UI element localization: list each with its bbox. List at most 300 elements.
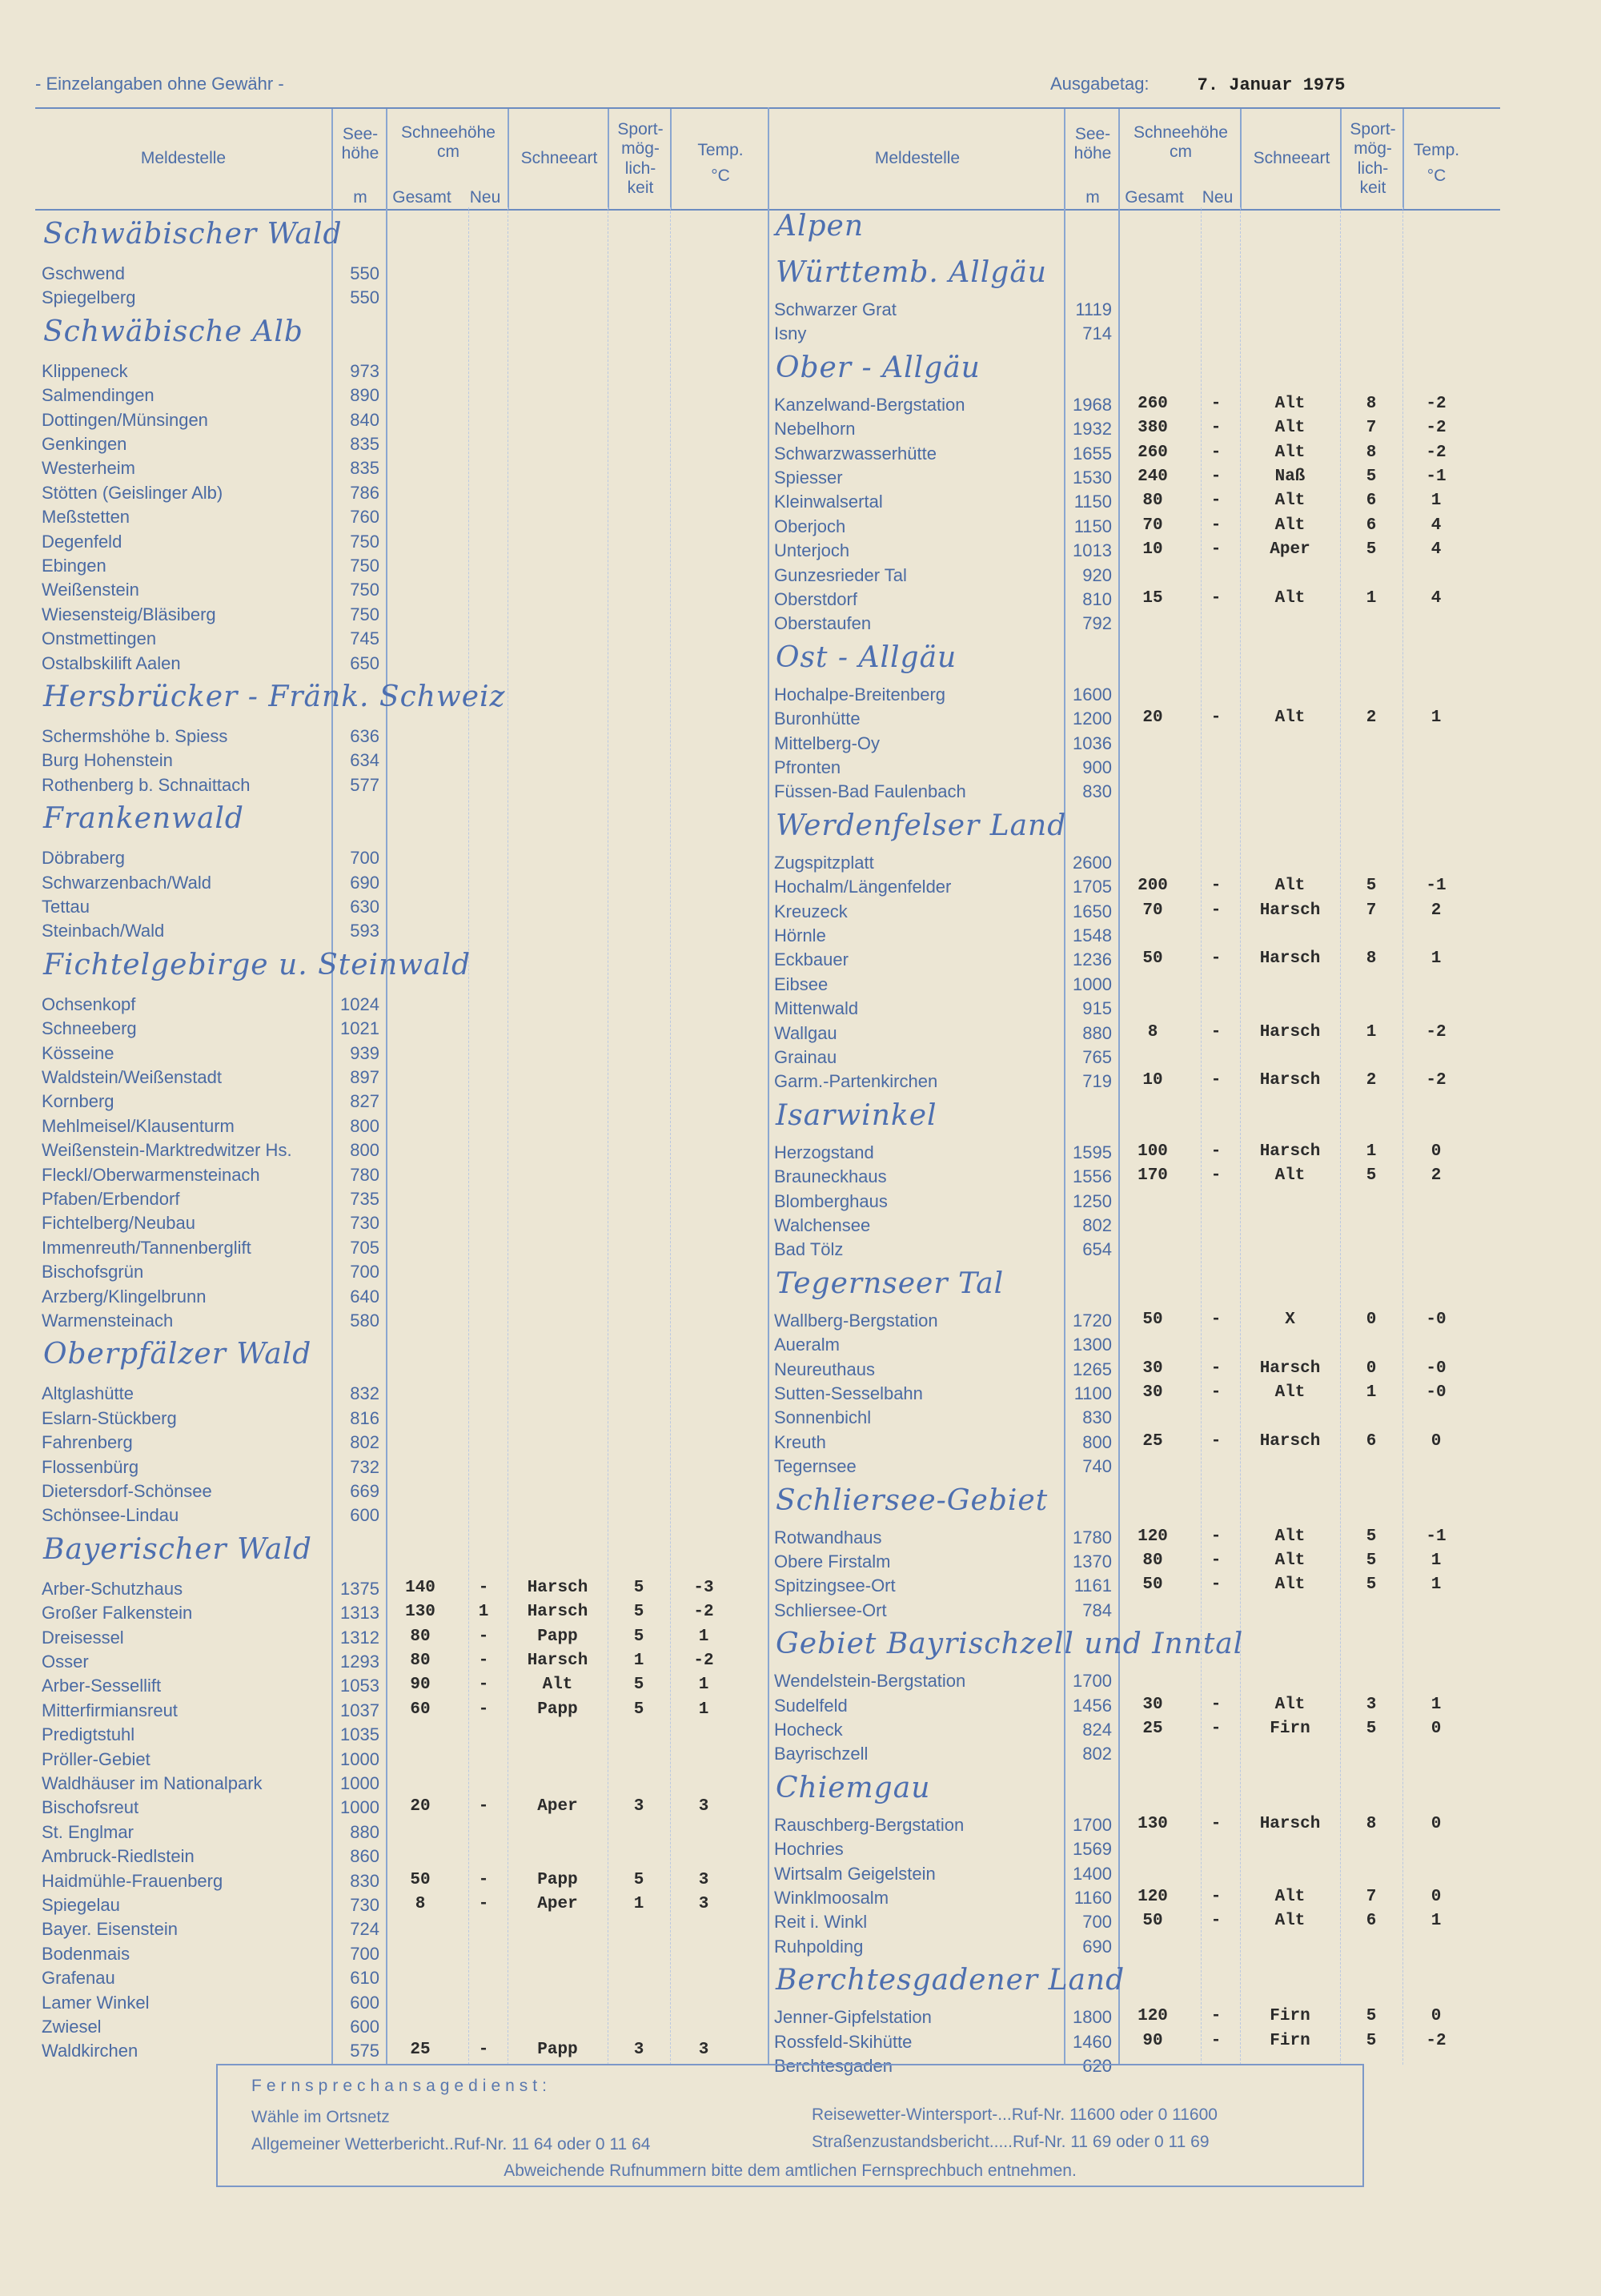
snow-type: Aper <box>1270 540 1310 560</box>
station-name: Steinbach/Wald <box>42 921 165 941</box>
snow-total: 30 <box>1142 1359 1163 1378</box>
sport-rating: 1 <box>633 1652 644 1670</box>
station-name: Ebingen <box>42 556 106 576</box>
snow-total: 50 <box>1142 1912 1163 1931</box>
station-altitude: 832 <box>350 1383 379 1404</box>
table-row <box>768 540 1500 564</box>
station-altitude: 1161 <box>1073 1575 1112 1596</box>
station-name: Schliersee-Ort <box>774 1600 887 1620</box>
snow-new: - <box>478 1700 489 1719</box>
station-altitude: 1370 <box>1073 1551 1112 1571</box>
temperature: 0 <box>1430 1888 1442 1906</box>
station-altitude: 1460 <box>1073 2031 1112 2052</box>
station-name: Eslarn-Stückberg <box>42 1407 177 1428</box>
table-row <box>768 1839 1500 1863</box>
table-row <box>35 750 768 774</box>
header-snow-depth: Schneehöhe cm Gesamt Neu <box>386 109 509 209</box>
station-name: Isny <box>774 323 807 344</box>
station-altitude: 1150 <box>1073 492 1112 512</box>
snow-total: 25 <box>1142 1720 1163 1738</box>
snow-new: - <box>478 1652 489 1670</box>
sport-rating: 5 <box>633 1700 644 1719</box>
table-row <box>768 395 1500 419</box>
snow-total: 380 <box>1138 419 1168 438</box>
station-altitude: 745 <box>350 628 379 649</box>
table-row <box>35 361 768 385</box>
snow-total: 20 <box>410 1797 431 1816</box>
region-heading: Hersbrücker - Fränk. Schweiz <box>43 680 506 713</box>
station-name: Westerheim <box>42 458 135 479</box>
snow-new: 1 <box>478 1603 489 1622</box>
region-heading: Ober - Allgäu <box>776 351 981 384</box>
snow-new: - <box>1210 468 1222 486</box>
temperature: 0 <box>1430 1720 1442 1738</box>
temperature: 1 <box>1430 1912 1442 1931</box>
temperature: -1 <box>1426 468 1447 486</box>
station-altitude: 700 <box>350 1262 379 1282</box>
snow-type: Harsch <box>527 1652 588 1670</box>
snow-new: - <box>1210 492 1222 511</box>
snow-type: Harsch <box>1259 1022 1321 1042</box>
station-name: Degenfeld <box>42 531 122 552</box>
station-name: Reit i. Winkl <box>774 1912 868 1933</box>
station-name: Fahrenberg <box>42 1432 133 1453</box>
table-row <box>768 733 1500 757</box>
snow-type: Firn <box>1270 2031 1310 2050</box>
station-altitude: 550 <box>350 287 379 308</box>
table-row <box>768 1407 1500 1431</box>
phone-road-report: Straßenzustandsbericht.....Ruf-Nr. 11 69 oder 0 11 69 <box>812 2133 1210 2151</box>
station-name: Flossenbürg <box>42 1456 139 1477</box>
table-row <box>35 1116 768 1140</box>
region-heading: Gebiet Bayrischzell und Inntal <box>776 1628 1244 1661</box>
snow-type: Harsch <box>1259 1071 1321 1090</box>
table-row <box>35 775 768 799</box>
snow-total: 50 <box>1142 1310 1163 1329</box>
table-row <box>35 1700 768 1724</box>
snow-total: 80 <box>1142 1551 1163 1570</box>
station-name: Schwarzenbach/Wald <box>42 872 211 893</box>
table-row <box>35 1944 768 1968</box>
station-name: Ochsenkopf <box>42 993 136 1014</box>
snow-total: 260 <box>1138 394 1168 413</box>
table-row <box>35 897 768 921</box>
station-altitude: 830 <box>1082 781 1112 802</box>
snow-total: 15 <box>1142 589 1163 608</box>
table-row <box>768 1456 1500 1480</box>
snow-type: Papp <box>537 2041 578 2060</box>
station-altitude: 690 <box>350 872 379 893</box>
snow-type: Firn <box>1270 2007 1310 2026</box>
station-altitude: 750 <box>350 531 379 552</box>
snow-new: - <box>1210 394 1222 413</box>
sport-rating: 0 <box>1366 1359 1377 1378</box>
header-sport: Sport-mög-lich-keit <box>608 109 672 209</box>
snow-total: 80 <box>410 1652 431 1670</box>
issue-date-line <box>1050 74 1346 95</box>
table-row <box>35 1262 768 1286</box>
snow-new: - <box>1210 1912 1222 1931</box>
snow-new: - <box>1210 1071 1222 1090</box>
temperature: 0 <box>1430 1142 1442 1161</box>
station-name: Sutten-Sesselbahn <box>774 1383 923 1403</box>
sport-rating: 5 <box>1366 1527 1377 1546</box>
station-altitude: 700 <box>1082 1912 1112 1933</box>
sport-rating: 5 <box>1366 2007 1377 2026</box>
table-row <box>35 1724 768 1748</box>
snow-type: Alt <box>1274 1166 1306 1186</box>
station-altitude: 593 <box>350 921 379 941</box>
sport-rating: 5 <box>1366 1575 1377 1595</box>
station-altitude: 1650 <box>1073 901 1112 921</box>
station-name: Weißenstein-Marktredwitzer Hs. <box>42 1140 292 1161</box>
snow-type: Harsch <box>1259 1431 1321 1451</box>
table-row <box>35 1432 768 1456</box>
station-altitude: 760 <box>350 507 379 528</box>
station-altitude: 1000 <box>340 1797 379 1818</box>
station-altitude: 784 <box>1082 1600 1112 1620</box>
sport-rating: 5 <box>1366 1551 1377 1570</box>
station-name: Mehlmeisel/Klausenturm <box>42 1115 235 1136</box>
station-altitude: 1024 <box>340 993 379 1014</box>
station-altitude: 1375 <box>340 1578 379 1599</box>
station-altitude: 1053 <box>340 1676 379 1696</box>
station-name: Zwiesel <box>42 2017 102 2037</box>
region-heading: Frankenwald <box>43 802 244 836</box>
table-row <box>35 1993 768 2017</box>
table-row <box>35 604 768 628</box>
sport-rating: 5 <box>633 1870 644 1889</box>
station-altitude: 802 <box>1082 1744 1112 1764</box>
snow-type: Harsch <box>1259 1359 1321 1378</box>
temperature: -0 <box>1426 1383 1447 1402</box>
temperature: -2 <box>1426 419 1447 438</box>
snow-new: - <box>1210 1142 1222 1161</box>
station-name: Bischofsreut <box>42 1797 139 1818</box>
table-row <box>768 949 1500 973</box>
station-altitude: 780 <box>350 1164 379 1185</box>
station-altitude: 1780 <box>1073 1527 1112 1547</box>
station-altitude: 1968 <box>1073 394 1112 415</box>
header-snow-depth-right: Schneehöhe cm Gesamt Neu <box>1118 109 1242 209</box>
table-row <box>768 1335 1500 1359</box>
station-name: Unterjoch <box>774 540 850 561</box>
station-name: Gunzesrieder Tal <box>774 564 907 585</box>
station-name: Kornberg <box>42 1091 114 1112</box>
table-row <box>768 877 1500 901</box>
station-altitude: 1800 <box>1073 2007 1112 2028</box>
table-row <box>768 1215 1500 1239</box>
region-heading: Tegernseer Tal <box>776 1266 1005 1300</box>
region-heading: Schwäbischer Wald <box>43 218 343 251</box>
station-name: Nebelhorn <box>774 419 856 440</box>
snow-type: Alt <box>1274 589 1306 608</box>
snow-total: 200 <box>1138 877 1168 896</box>
table-row <box>35 726 768 750</box>
station-altitude: 765 <box>1082 1047 1112 1067</box>
table-row <box>35 1846 768 1870</box>
snow-type: Aper <box>537 1797 578 1816</box>
sport-rating: 0 <box>1366 1310 1377 1329</box>
station-altitude: 786 <box>350 482 379 503</box>
station-altitude: 800 <box>350 1115 379 1136</box>
table-row <box>768 1311 1500 1335</box>
snow-total: 60 <box>410 1700 431 1719</box>
table-row <box>768 1937 1500 1961</box>
snow-type: Alt <box>1274 1888 1306 1906</box>
snow-type: Harsch <box>1259 901 1321 920</box>
table-row <box>768 998 1500 1022</box>
station-name: Weißenstein <box>42 580 139 600</box>
station-altitude: 897 <box>350 1067 379 1087</box>
station-altitude: 1160 <box>1073 1888 1112 1908</box>
table-row <box>768 1912 1500 1936</box>
table-row <box>768 1864 1500 1888</box>
station-name: Fleckl/Oberwarmensteinach <box>42 1164 260 1185</box>
temperature: -0 <box>1426 1359 1447 1378</box>
table-row <box>768 1888 1500 1912</box>
sport-rating: 5 <box>633 1578 644 1597</box>
header-sport-right: Sport-mög-lich-keit <box>1340 109 1404 209</box>
station-altitude: 1119 <box>1075 299 1112 319</box>
table-row <box>35 287 768 311</box>
table-row <box>768 1671 1500 1695</box>
phone-note: Abweichende Rufnummern bitte dem amtlichen Fernsprechbuch entnehmen. <box>504 2162 1077 2180</box>
snow-total: 50 <box>1142 949 1163 969</box>
table-row <box>768 1720 1500 1744</box>
snow-new: - <box>478 2041 489 2060</box>
sport-rating: 5 <box>633 1603 644 1622</box>
station-name: Bodenmais <box>42 1943 130 1964</box>
snow-total: 30 <box>1142 1695 1163 1714</box>
station-name: Spiegelberg <box>42 287 136 308</box>
snow-total: 10 <box>1142 1071 1163 1090</box>
table-row <box>768 853 1500 877</box>
station-altitude: 1569 <box>1073 1839 1112 1860</box>
station-altitude: 1100 <box>1073 1383 1112 1403</box>
station-name: Spiegelau <box>42 1895 120 1915</box>
station-altitude: 730 <box>350 1895 379 1915</box>
snow-type: Alt <box>1274 1551 1306 1570</box>
station-altitude: 735 <box>350 1189 379 1209</box>
table-row <box>35 263 768 287</box>
table-row <box>768 516 1500 540</box>
table-row <box>35 1749 768 1773</box>
station-name: Walchensee <box>774 1215 871 1235</box>
station-altitude: 1293 <box>340 1652 379 1672</box>
table-row <box>768 589 1500 613</box>
sport-rating: 8 <box>1366 1814 1377 1833</box>
table-row <box>768 1071 1500 1095</box>
snow-new: - <box>478 1797 489 1816</box>
table-row <box>768 974 1500 998</box>
table-row <box>35 1628 768 1652</box>
station-name: Schönsee-Lindau <box>42 1505 179 1526</box>
station-name: Arber-Schutzhaus <box>42 1578 183 1599</box>
station-altitude: 636 <box>350 726 379 746</box>
table-row <box>35 1238 768 1262</box>
station-name: Blomberghaus <box>774 1190 888 1211</box>
station-name: Dottingen/Münsingen <box>42 409 208 430</box>
station-name: Großer Falkenstein <box>42 1603 193 1624</box>
region-heading: Fichtelgebirge u. Steinwald <box>43 948 471 981</box>
temperature: 1 <box>1430 1551 1442 1570</box>
station-name: Dietersdorf-Schönsee <box>42 1481 212 1501</box>
snow-new: - <box>1210 1888 1222 1906</box>
sport-rating: 6 <box>1366 1431 1377 1451</box>
temperature: -1 <box>1426 1527 1447 1546</box>
station-altitude: 835 <box>350 458 379 479</box>
station-name: Gschwend <box>42 263 125 283</box>
station-altitude: 900 <box>1082 757 1112 777</box>
table-row <box>768 2007 1500 2031</box>
station-name: Berchtesgaden <box>774 2056 893 2076</box>
temperature: 0 <box>1430 1431 1442 1451</box>
station-name: Tegernsee <box>774 1456 857 1477</box>
station-altitude: 1313 <box>340 1603 379 1624</box>
snow-type: X <box>1285 1310 1295 1329</box>
station-altitude: 750 <box>350 580 379 600</box>
region-heading: Berchtesgadener Land <box>776 1964 1126 1997</box>
table-row <box>35 994 768 1018</box>
snow-total: 70 <box>1142 516 1163 535</box>
table-row <box>768 925 1500 949</box>
temperature: -2 <box>1426 2031 1447 2050</box>
station-name: Altglashütte <box>42 1383 134 1404</box>
temperature: 1 <box>1430 949 1442 969</box>
table-row <box>35 458 768 482</box>
sport-rating: 1 <box>1366 1142 1377 1161</box>
snow-type: Alt <box>1274 1695 1306 1714</box>
station-name: Wallgau <box>774 1022 837 1043</box>
station-altitude: 810 <box>1082 589 1112 609</box>
station-altitude: 1530 <box>1073 468 1112 488</box>
station-altitude: 2600 <box>1073 852 1112 873</box>
snow-type: Harsch <box>527 1578 588 1597</box>
station-name: Winklmoosalm <box>774 1888 889 1908</box>
snow-new: - <box>1210 2031 1222 2050</box>
station-altitude: 1456 <box>1073 1695 1112 1716</box>
snow-new: - <box>1210 1022 1222 1042</box>
station-name: Mittenwald <box>774 998 859 1019</box>
station-altitude: 634 <box>350 750 379 771</box>
table-row <box>35 1822 768 1846</box>
station-name: Rossfeld-Skihütte <box>774 2031 913 2052</box>
sport-rating: 6 <box>1366 492 1377 511</box>
table-row <box>35 580 768 604</box>
station-altitude: 973 <box>350 360 379 381</box>
station-altitude: 830 <box>350 1870 379 1891</box>
temperature: 1 <box>1430 708 1442 728</box>
station-name: Schwarzer Grat <box>774 299 897 319</box>
table-row <box>768 1239 1500 1263</box>
snow-total: 25 <box>1142 1431 1163 1451</box>
snow-new: - <box>478 1676 489 1695</box>
station-name: Kleinwalsertal <box>774 492 883 512</box>
sport-rating: 1 <box>1366 1022 1377 1042</box>
table-row <box>35 628 768 652</box>
table-row <box>768 1047 1500 1071</box>
issue-date: 7. Januar 1975 <box>1197 75 1346 95</box>
table-row <box>768 2032 1500 2056</box>
station-name: Bad Tölz <box>774 1239 844 1260</box>
snow-new: - <box>1210 1695 1222 1714</box>
station-name: Dreisessel <box>42 1627 124 1648</box>
snow-type: Firn <box>1270 1720 1310 1738</box>
region-heading: Württemb. Allgäu <box>776 256 1047 289</box>
station-altitude: 650 <box>350 652 379 673</box>
station-altitude: 724 <box>350 1919 379 1940</box>
snow-new: - <box>1210 877 1222 896</box>
table-row <box>768 613 1500 637</box>
station-name: Onstmettingen <box>42 628 157 649</box>
station-altitude: 1932 <box>1073 419 1112 440</box>
sport-rating: 2 <box>1366 1071 1377 1090</box>
station-altitude: 920 <box>1082 564 1112 585</box>
region-heading: Ost - Allgäu <box>776 640 957 674</box>
snow-type: Alt <box>1274 492 1306 511</box>
station-name: Rotwandhaus <box>774 1527 882 1547</box>
station-name: Oberstaufen <box>774 613 872 634</box>
station-name: Hörnle <box>774 925 826 945</box>
snow-new: - <box>1210 516 1222 535</box>
station-altitude: 1300 <box>1073 1335 1112 1355</box>
station-name: Hochalm/Längenfelder <box>774 877 952 897</box>
station-name: Döbraberg <box>42 848 125 869</box>
station-altitude: 1013 <box>1073 540 1112 561</box>
table-row <box>768 1744 1500 1768</box>
snow-total: 70 <box>1142 901 1163 920</box>
sport-rating: 6 <box>1366 516 1377 535</box>
station-name: Kreuzeck <box>774 901 848 921</box>
station-altitude: 732 <box>350 1456 379 1477</box>
station-name: Stötten (Geislinger Alb) <box>42 482 223 503</box>
station-altitude: 1035 <box>340 1724 379 1745</box>
station-name: Mitterfirmiansreut <box>42 1700 178 1720</box>
snow-new: - <box>1210 1431 1222 1451</box>
region-heading: Alpen <box>776 210 865 243</box>
snow-type: Alt <box>1274 877 1306 896</box>
table-row <box>35 1311 768 1335</box>
snow-new: - <box>1210 419 1222 438</box>
sport-rating: 7 <box>1366 901 1377 920</box>
station-name: Eckbauer <box>774 949 849 970</box>
station-altitude: 620 <box>1082 2056 1112 2076</box>
table-row <box>35 921 768 945</box>
station-altitude: 860 <box>350 1846 379 1867</box>
snow-new: - <box>1210 589 1222 608</box>
header-altitude: See-höhe m <box>331 109 387 209</box>
station-name: Kösseine <box>42 1042 114 1063</box>
region-heading: Oberpfälzer Wald <box>43 1338 312 1371</box>
table-row <box>35 1797 768 1821</box>
snow-total: 260 <box>1138 443 1168 462</box>
snow-new: - <box>1210 1551 1222 1570</box>
station-name: Spitzingsee-Ort <box>774 1575 896 1596</box>
region-heading: Bayerischer Wald <box>43 1532 312 1566</box>
snow-new: - <box>478 1895 489 1913</box>
snow-total: 120 <box>1138 1888 1168 1906</box>
sport-rating: 5 <box>633 1627 644 1646</box>
sport-rating: 3 <box>1366 1695 1377 1714</box>
station-altitude: 705 <box>350 1237 379 1258</box>
table-row <box>768 757 1500 781</box>
station-altitude: 580 <box>350 1311 379 1331</box>
table-row <box>35 532 768 556</box>
snow-new: - <box>1210 1310 1222 1329</box>
station-altitude: 610 <box>350 1968 379 1989</box>
station-name: Kanzelwand-Bergstation <box>774 394 965 415</box>
